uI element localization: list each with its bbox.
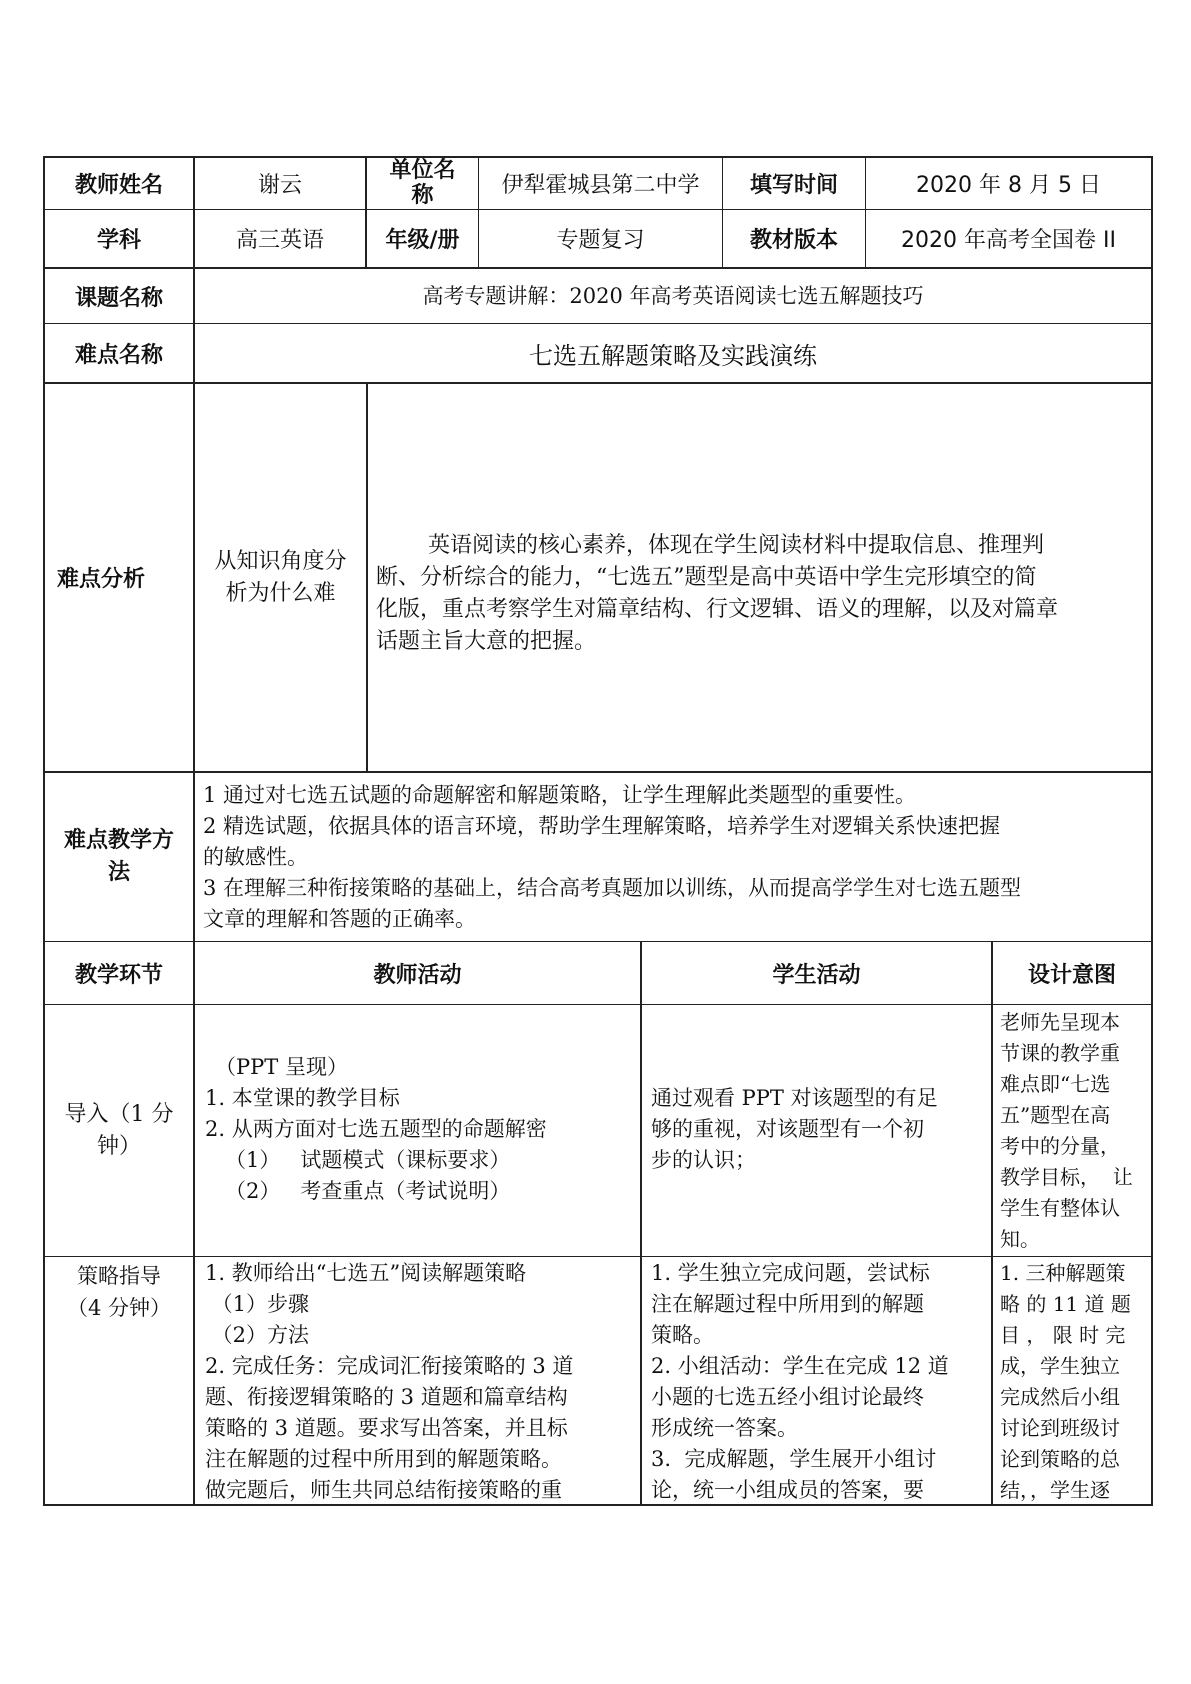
method-line: 1 通过对七选五试题的命题解密和解题策略，让学生理解此类题型的重要性。: [203, 783, 917, 807]
fill-time-value: 2020 年 8 月 5 日: [916, 173, 1101, 198]
intent-line: 目 ， 限 时 完: [1000, 1323, 1126, 1347]
unit-name-value: 伊犁霍城县第二中学: [501, 173, 700, 198]
method-label-line1: 难点教学方: [63, 828, 174, 853]
analysis-line: 断、分析综合的能力，“七选五”题型是高中英语中学生完形填空的简: [376, 565, 1037, 590]
intent-line: 老师先呈现本: [1000, 1010, 1120, 1034]
stage-intro-line: 钟）: [96, 1133, 141, 1159]
intent-line: 考中的分量，: [1000, 1134, 1120, 1158]
method-line: 3 在理解三种衔接策略的基础上，结合高考真题加以训练，从而提高学学生对七选五题型: [203, 876, 1022, 900]
analysis-line: 英语阅读的核心素养，体现在学生阅读材料中提取信息、推理判: [428, 533, 1045, 558]
textbook-label: 教材版本: [749, 228, 838, 253]
difficulty-label: 难点名称: [74, 342, 163, 368]
textbook-value: 2020 年高考全国卷 II: [901, 228, 1116, 253]
intent-line: 结，，学生逐: [1000, 1478, 1110, 1502]
teacher-line: 策略的 3 道题。要求写出答案，并且标: [205, 1416, 568, 1440]
teacher-line: 做完题后，师生共同总结衔接策略的重: [205, 1478, 562, 1502]
method-label: [45, 773, 193, 941]
analysis-line: 化版，重点考察学生对篇章结构、行文逻辑、语义的理解，以及对篇章: [376, 597, 1059, 622]
student-line: 够的重视，对该题型有一个初: [651, 1117, 924, 1141]
analysis-line: 话题主旨大意的把握。: [376, 629, 597, 654]
student-line: 注在解题过程中所用到的解题: [651, 1292, 924, 1316]
method-line: 2 精选试题，依据具体的语言环境，帮助学生理解策略，培养学生对逻辑关系快速把握: [203, 814, 1001, 838]
unit-name-label-line2: 称: [411, 183, 434, 208]
subject-value: 高三英语: [235, 228, 324, 253]
intent-intro: [1000, 1007, 1150, 1255]
intent-line: 1. 三种解题策: [1000, 1261, 1126, 1285]
method-text: [203, 780, 1148, 940]
intent-line: 论到策略的总: [1000, 1447, 1120, 1471]
teacher-name-value: 谢云: [257, 173, 302, 198]
col-header-student: 学生活动: [772, 962, 861, 988]
teacher-line: 2. 从两方面对七选五题型的命题解密: [205, 1117, 547, 1141]
teacher-line: 注在解题的过程中所用到的解题策略。: [205, 1447, 562, 1471]
teacher-line: （1） 试题模式（课标要求）: [205, 1148, 511, 1172]
teacher-line: （2） 考查重点（考试说明）: [205, 1179, 511, 1203]
student-line: 步的认识；: [651, 1148, 756, 1172]
teacher-line: （PPT 呈现）: [215, 1055, 348, 1079]
teacher-activity-strategy: [205, 1258, 635, 1506]
teacher-line: 2. 完成任务：完成词汇衔接策略的 3 道: [205, 1354, 574, 1378]
fill-time-label: 填写时间: [749, 173, 838, 198]
col-divider: [640, 941, 642, 1506]
col-header-intent: 设计意图: [1027, 962, 1116, 988]
student-line: 小题的七选五经小组讨论最终: [651, 1385, 924, 1409]
stage-strategy-line: （4 分钟）: [66, 1296, 172, 1320]
student-line: 2. 小组活动：学生在完成 12 道: [651, 1354, 949, 1378]
grade-value: 专题复习: [556, 228, 645, 253]
stage-intro: [45, 1005, 193, 1256]
unit-name-label: [367, 158, 478, 209]
topic-label: 课题名称: [74, 285, 163, 311]
row-divider: [43, 1004, 1153, 1005]
student-activity-strategy: [651, 1258, 987, 1506]
analysis-sub-label: [195, 384, 366, 771]
teacher-line: 题、衔接逻辑策略的 3 道题和篇章结构: [205, 1385, 568, 1409]
student-line: 形成统一答案。: [651, 1416, 798, 1440]
grade-label: 年级/册: [385, 228, 460, 253]
student-line: 3. 完成解题，学生展开小组讨: [651, 1447, 937, 1471]
teacher-line: 1. 教师给出“七选五”阅读解题策略: [205, 1261, 527, 1285]
student-activity-intro: [651, 1083, 987, 1183]
analysis-sub-label-line1: 从知识角度分: [214, 548, 347, 574]
intent-line: 讨论到班级讨: [1000, 1416, 1120, 1440]
teacher-line: 1. 本堂课的教学目标: [205, 1086, 400, 1110]
col-divider: [991, 941, 993, 1506]
stage-intro-line: 导入（1 分: [64, 1101, 174, 1127]
stage-strategy: [45, 1258, 193, 1338]
student-line: 通过观看 PPT 对该题型的有足: [651, 1086, 938, 1110]
student-line: 1. 学生独立完成问题，尝试标: [651, 1261, 930, 1285]
analysis-label: 难点分析: [57, 567, 146, 592]
analysis-text: [376, 530, 1146, 670]
intent-line: 教学目标， 让: [1000, 1165, 1133, 1189]
intent-line: 成，学生独立: [1000, 1354, 1120, 1378]
student-line: 策略。: [651, 1323, 714, 1347]
intent-line: 学生有整体认: [1000, 1196, 1120, 1220]
method-line: 的敏感性。: [203, 845, 308, 869]
method-label-line2: 法: [107, 860, 130, 885]
difficulty-value: 七选五解题策略及实践演练: [529, 341, 817, 370]
intent-line: 完成然后小组: [1000, 1385, 1120, 1409]
row-divider: [43, 1256, 1153, 1257]
intent-line: 节课的教学重: [1000, 1041, 1120, 1065]
teacher-line: （2）方法: [205, 1323, 310, 1347]
intent-line: 难点即“七选: [1000, 1072, 1111, 1096]
col-header-stage: 教学环节: [74, 962, 163, 988]
teacher-line: （1）步骤: [205, 1292, 310, 1316]
topic-value: 高考专题讲解：2020 年高考英语阅读七选五解题技巧: [422, 283, 924, 308]
unit-name-label-line1: 单位名: [389, 158, 456, 183]
intent-line: 知。: [1000, 1227, 1040, 1251]
col-header-teacher: 教师活动: [373, 962, 462, 988]
intent-line: 五”题型在高: [1000, 1103, 1111, 1127]
subject-label: 学科: [96, 228, 141, 253]
teacher-name-label: 教师姓名: [74, 173, 163, 198]
col-divider: [366, 383, 368, 771]
teacher-activity-intro: [205, 1052, 635, 1212]
intent-line: 略 的 11 道 题: [1000, 1292, 1131, 1316]
student-line: 论，统一小组成员的答案，要: [651, 1478, 924, 1502]
analysis-sub-label-line2: 析为什么难: [225, 580, 336, 606]
row-divider: [43, 771, 1153, 773]
method-line: 文章的理解和答题的正确率。: [203, 907, 476, 931]
stage-strategy-line: 策略指导: [77, 1264, 161, 1288]
intent-strategy: [1000, 1258, 1150, 1506]
